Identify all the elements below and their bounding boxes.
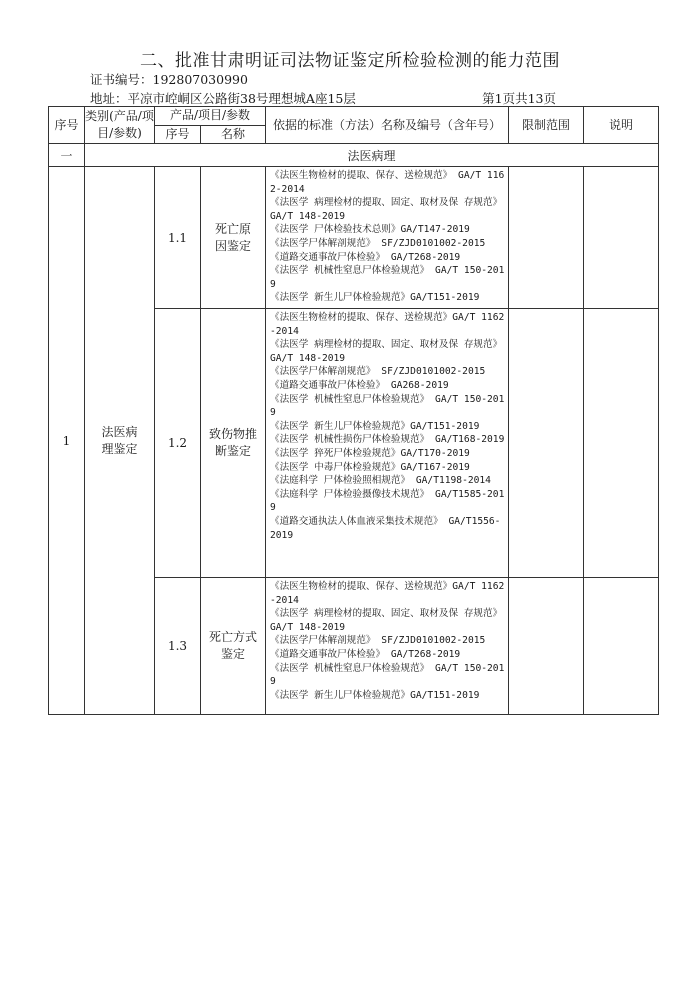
header-row-1 <box>49 107 659 126</box>
standard-entry: 《法医学 病理检材的提取、固定、取材及保 存规范》 GA/T 148-2019 <box>270 197 503 222</box>
page-title: 二、批准甘肃明证司法物证鉴定所检验检测的能力范围 <box>140 51 560 71</box>
certificate-number-line <box>90 70 248 88</box>
note-cell <box>584 578 659 715</box>
standard-entry: 《道路交通执法人体血液采集技术规范》 GA/T1556-2019 <box>270 515 501 541</box>
header-sub-name: 名称 <box>201 125 266 144</box>
standards-list <box>266 309 509 578</box>
standard-entry: 《法医学尸体解剖规范》 SF/ZJD0101002-2015 <box>270 366 486 378</box>
row-seq: 1 <box>49 167 85 715</box>
standard-entry: 《法医学 猝死尸体检验规范》GA/T170-2019 <box>270 447 470 459</box>
standard-entry: 《法医学 新生儿尸体检验规范》GA/T151-2019 <box>270 420 480 432</box>
standard-entry: 《道路交通事故尸体检验》 GA/T268-2019 <box>270 648 461 660</box>
limit-cell <box>509 309 584 578</box>
limit-cell <box>509 167 584 309</box>
standard-entry: 《法医学 机械性损伤尸体检验规范》 GA/T168-2019 <box>270 434 505 446</box>
item-name: 死亡原因鉴定 <box>201 167 266 309</box>
standard-entry: 《法医学 机械性窒息尸体检验规范》 GA/T 150-2019 <box>270 662 505 688</box>
address-line <box>90 89 556 107</box>
standard-entry: 《法医学 机械性窒息尸体检验规范》 GA/T 150-2019 <box>270 265 505 290</box>
cert-number: 192807030990 <box>152 72 248 87</box>
limit-cell <box>509 578 584 715</box>
standard-entry: 《法医学 中毒尸体检验规范》GA/T167-2019 <box>270 461 470 473</box>
standard-entry: 《法医学 尸体检验技术总则》GA/T147-2019 <box>270 224 470 236</box>
page-info: 第1页共13页 <box>482 91 556 106</box>
section-seq: 一 <box>49 144 85 167</box>
standard-entry: 《法医生物检材的提取、保存、送检规范》 GA/T 1162-2014 <box>270 170 505 195</box>
header-note: 说明 <box>584 107 659 144</box>
standard-entry: 《法医学 病理检材的提取、固定、取材及保 存规范》 GA/T 148-2019 <box>270 339 503 364</box>
standards-list <box>266 167 509 309</box>
section-name: 法医病理 <box>85 144 659 167</box>
address-value: 平凉市崆峒区公路街38号理想城A座15层 <box>127 91 356 106</box>
standard-entry: 《道路交通事故尸体检验》 GA268-2019 <box>270 379 449 391</box>
standard-entry: 《法庭科学 尸体检验摄像技术规范》 GA/T1585-2019 <box>270 488 505 514</box>
note-cell <box>584 167 659 309</box>
standard-entry: 《法医学尸体解剖规范》 SF/ZJD0101002-2015 <box>270 237 486 249</box>
note-cell <box>584 309 659 578</box>
row-category: 法医病理鉴定 <box>85 167 155 715</box>
standard-entry: 《法医学 新生儿尸体检验规范》GA/T151-2019 <box>270 689 480 701</box>
capability-table <box>48 106 659 715</box>
standard-entry: 《法医学 新生儿尸体检验规范》GA/T151-2019 <box>270 292 480 304</box>
header-product-group: 产品/项目/参数 <box>155 107 266 126</box>
header-standard: 依据的标准（方法）名称及编号（含年号） <box>266 107 509 144</box>
standard-entry: 《道路交通事故尸体检验》 GA/T268-2019 <box>270 251 461 263</box>
standard-entry: 《法医生物检材的提取、保存、送检规范》GA/T 1162-2014 <box>270 312 505 337</box>
header-seq: 序号 <box>49 107 85 144</box>
header-category: 类别(产品/项目/参数) <box>85 107 155 144</box>
item-number: 1.2 <box>155 309 201 578</box>
cert-label: 证书编号： <box>90 72 153 87</box>
item-name: 死亡方式鉴定 <box>201 578 266 715</box>
item-name: 致伤物推断鉴定 <box>201 309 266 578</box>
item-row-1-1 <box>49 167 659 309</box>
standard-entry: 《法医学 病理检材的提取、固定、取材及保 存规范》 GA/T 148-2019 <box>270 608 503 633</box>
item-number: 1.3 <box>155 578 201 715</box>
standard-entry: 《法医生物检材的提取、保存、送检规范》GA/T 1162-2014 <box>270 581 505 606</box>
address-label: 地址： <box>90 91 128 106</box>
standard-entry: 《法医学尸体解剖规范》 SF/ZJD0101002-2015 <box>270 635 486 647</box>
standards-list <box>266 578 509 715</box>
section-row <box>49 144 659 167</box>
header-limit: 限制范围 <box>509 107 584 144</box>
standard-entry: 《法庭科学 尸体检验照相规范》 GA/T1198-2014 <box>270 475 491 487</box>
standard-entry: 《法医学 机械性窒息尸体检验规范》 GA/T 150-2019 <box>270 393 505 419</box>
item-number: 1.1 <box>155 167 201 309</box>
header-sub-seq: 序号 <box>155 125 201 144</box>
